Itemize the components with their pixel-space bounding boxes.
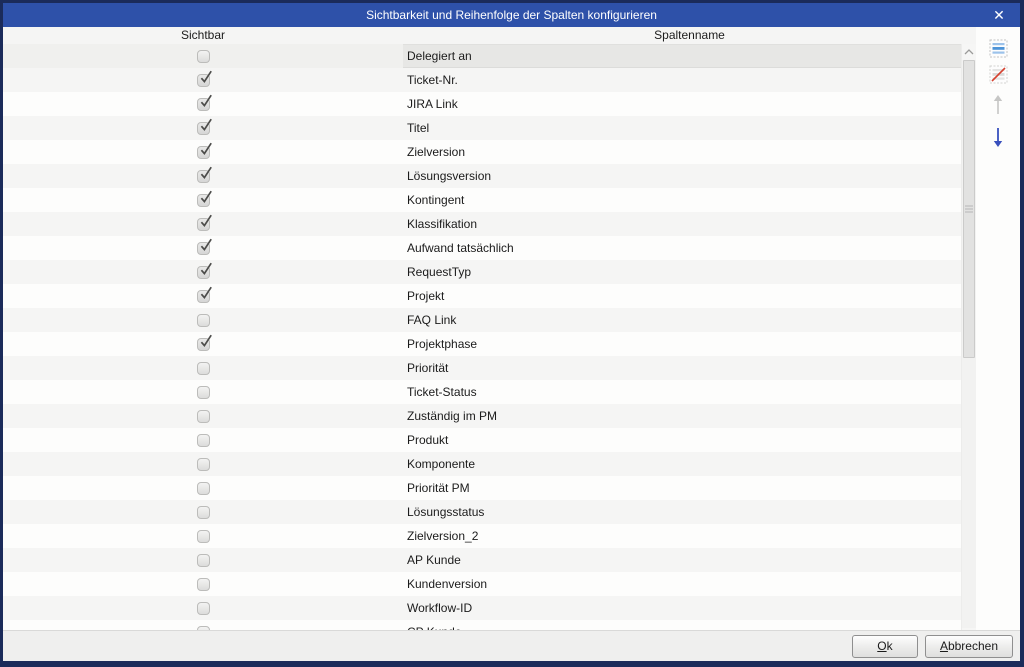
visibility-checkbox[interactable] — [197, 434, 210, 447]
ok-button[interactable] — [852, 635, 918, 658]
visible-cell — [3, 356, 403, 380]
visible-cell — [3, 164, 403, 188]
visible-cell — [3, 500, 403, 524]
column-name-label: Zuständig im PM — [407, 409, 498, 423]
side-toolbar — [976, 27, 1020, 630]
visible-cell — [3, 428, 403, 452]
table-row[interactable] — [3, 380, 961, 404]
table-row[interactable] — [3, 140, 961, 164]
visibility-checkbox[interactable] — [197, 50, 210, 63]
table-row[interactable] — [3, 404, 961, 428]
dialog-title: Sichtbarkeit und Reihenfolge der Spalten konfigurieren — [366, 8, 657, 22]
visibility-checkbox[interactable] — [197, 194, 210, 207]
visibility-checkbox[interactable] — [197, 482, 210, 495]
move-up-icon[interactable] — [987, 93, 1009, 117]
column-name-label: Zielversion — [407, 145, 466, 159]
column-name-label: Lösungsstatus — [407, 505, 485, 519]
header-visible: Sichtbar — [180, 28, 226, 42]
visibility-checkbox[interactable] — [197, 338, 210, 351]
visible-cell — [3, 140, 403, 164]
table-row[interactable] — [3, 476, 961, 500]
table-row[interactable] — [3, 452, 961, 476]
dialog-footer — [3, 630, 1020, 661]
table-row[interactable] — [3, 260, 961, 284]
table-row[interactable] — [3, 356, 961, 380]
column-name-label: Delegiert an — [403, 44, 961, 68]
columns-table — [3, 27, 976, 630]
visible-cell — [3, 524, 403, 548]
table-row[interactable] — [3, 548, 961, 572]
visible-cell — [3, 380, 403, 404]
visibility-checkbox[interactable] — [197, 266, 210, 279]
cancel-button-label: Abbrechen — [939, 639, 998, 653]
visibility-checkbox[interactable] — [197, 146, 210, 159]
column-name-label: Projekt — [407, 289, 445, 303]
visibility-checkbox[interactable] — [197, 602, 210, 615]
table-header — [3, 27, 976, 44]
visible-cell — [3, 332, 403, 356]
column-name-label: FAQ Link — [407, 313, 457, 327]
header-column-name: Spaltenname — [654, 28, 725, 42]
visible-cell — [3, 284, 403, 308]
column-name-label: Projektphase — [407, 337, 478, 351]
visible-cell — [3, 212, 403, 236]
dialog-content — [3, 27, 1020, 630]
table-row[interactable] — [3, 284, 961, 308]
move-down-icon[interactable] — [987, 125, 1009, 149]
scrollbar-grip-icon — [965, 206, 973, 213]
visibility-checkbox[interactable] — [197, 218, 210, 231]
table-row[interactable] — [3, 236, 961, 260]
table-row[interactable] — [3, 68, 961, 92]
visibility-checkbox[interactable] — [197, 170, 210, 183]
close-icon[interactable]: ✕ — [993, 6, 1005, 23]
table-row[interactable] — [3, 116, 961, 140]
column-name-label: Lösungsversion — [407, 169, 492, 183]
column-name-label: AP Kunde — [407, 553, 461, 567]
visibility-checkbox[interactable] — [197, 458, 210, 471]
column-name-label: Kontingent — [407, 193, 465, 207]
visible-cell — [3, 548, 403, 572]
visible-cell — [3, 68, 403, 92]
table-row[interactable] — [3, 572, 961, 596]
column-name-label: Zielversion_2 — [407, 529, 479, 543]
visible-cell — [3, 572, 403, 596]
visibility-checkbox[interactable] — [197, 314, 210, 327]
deselect-all-icon[interactable] — [987, 63, 1009, 85]
cancel-button[interactable] — [925, 635, 1013, 658]
visible-cell — [3, 452, 403, 476]
visibility-checkbox[interactable] — [197, 530, 210, 543]
column-name-label: Priorität PM — [407, 481, 470, 495]
visibility-checkbox[interactable] — [197, 554, 210, 567]
visible-cell — [3, 260, 403, 284]
visibility-checkbox[interactable] — [197, 578, 210, 591]
visible-cell — [3, 404, 403, 428]
table-row[interactable] — [3, 524, 961, 548]
visible-cell — [3, 44, 403, 68]
column-name-label: Ticket-Nr. — [407, 73, 458, 87]
scrollbar-thumb[interactable] — [963, 60, 975, 358]
title-bar — [3, 3, 1020, 27]
visibility-checkbox[interactable] — [197, 386, 210, 399]
visible-cell — [3, 236, 403, 260]
column-name-label: Klassifikation — [407, 217, 478, 231]
table-row[interactable] — [3, 500, 961, 524]
column-name-label: Komponente — [407, 457, 476, 471]
ok-button-label: Ok — [877, 639, 893, 653]
visibility-checkbox[interactable] — [197, 74, 210, 87]
table-row[interactable] — [3, 44, 961, 68]
visibility-checkbox[interactable] — [197, 98, 210, 111]
column-name-label: JIRA Link — [407, 97, 458, 111]
visible-cell — [3, 476, 403, 500]
visible-cell — [3, 308, 403, 332]
column-name-label: Ticket-Status — [407, 385, 477, 399]
visibility-checkbox[interactable] — [197, 410, 210, 423]
visible-cell — [3, 188, 403, 212]
select-all-icon[interactable] — [987, 37, 1009, 59]
table-row[interactable] — [3, 92, 961, 116]
table-row[interactable] — [3, 164, 961, 188]
table-body — [3, 44, 976, 644]
column-list — [3, 44, 961, 644]
visibility-checkbox[interactable] — [197, 290, 210, 303]
chevron-up-icon[interactable] — [962, 44, 976, 60]
table-row[interactable] — [3, 332, 961, 356]
column-name-label: RequestTyp — [407, 265, 472, 279]
column-name-label: Workflow-ID — [407, 601, 473, 615]
table-row[interactable] — [3, 212, 961, 236]
column-name-label: Kundenversion — [407, 577, 488, 591]
visible-cell — [3, 92, 403, 116]
column-name-label: Titel — [407, 121, 430, 135]
table-row[interactable] — [3, 428, 961, 452]
visible-cell — [3, 596, 403, 620]
visibility-checkbox[interactable] — [197, 362, 210, 375]
visibility-checkbox[interactable] — [197, 506, 210, 519]
visible-cell — [3, 116, 403, 140]
visibility-checkbox[interactable] — [197, 242, 210, 255]
vertical-scrollbar[interactable] — [961, 44, 976, 644]
column-name-label: Aufwand tatsächlich — [407, 241, 514, 255]
visibility-checkbox[interactable] — [197, 122, 210, 135]
column-name-label: Priorität — [407, 361, 449, 375]
table-row[interactable] — [3, 308, 961, 332]
column-name-label: Produkt — [407, 433, 449, 447]
table-row[interactable] — [3, 596, 961, 620]
table-row[interactable] — [3, 188, 961, 212]
